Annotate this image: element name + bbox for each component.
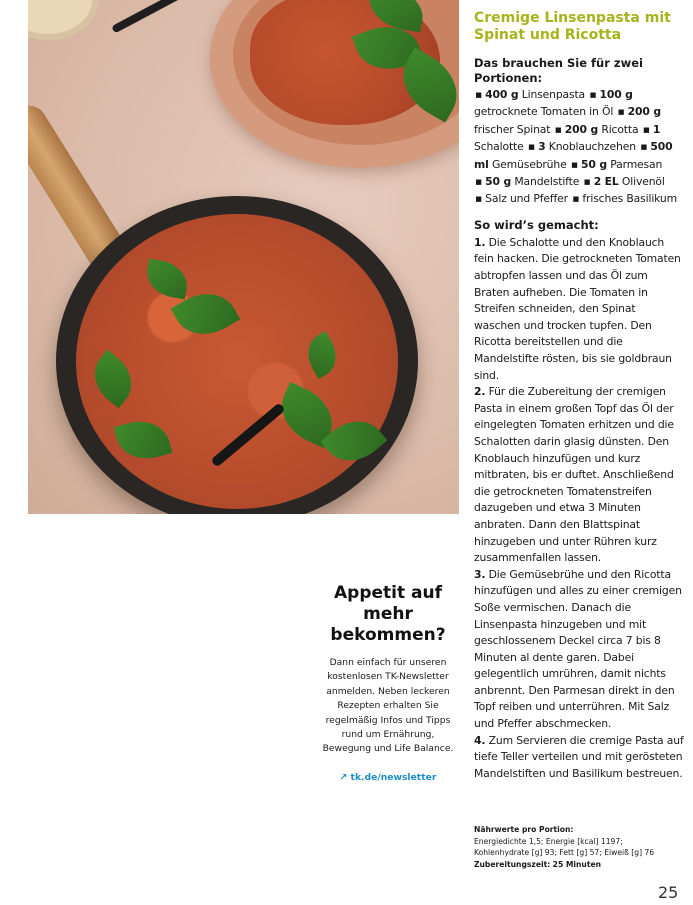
steps-heading: So wird’s gemacht: (474, 217, 599, 232)
ingredient-qty: 500 ml (474, 140, 673, 171)
nutrition-heading: Nährwerte pro Portion: (474, 825, 574, 834)
ingredient-item (474, 88, 585, 101)
prep-time-value: 25 Minuten (552, 859, 602, 869)
step-number: 1. (474, 235, 486, 249)
bullet-icon: ▪ (475, 175, 483, 189)
ingredient-name: Knoblauchzehen (548, 140, 636, 154)
recipe-column (474, 10, 684, 782)
almond-bowl (28, 0, 98, 40)
ingredient-qty: 2 EL (593, 175, 619, 189)
ingredient-item (474, 192, 568, 205)
step-number: 2. (474, 385, 486, 399)
newsletter-promo (318, 583, 458, 784)
step-item (474, 384, 684, 567)
bullet-icon: ▪ (617, 105, 625, 119)
bullet-icon: ▪ (589, 88, 597, 101)
ingredient-qty: 400 g (485, 88, 519, 101)
ingredient-item (527, 140, 636, 153)
bullet-icon: ▪ (642, 122, 650, 136)
recipe-photo (28, 0, 459, 514)
ingredient-qty: 1 (652, 122, 661, 136)
step-text: Die Gemüsebrühe und den Ricotta hinzufügen und alles zu einer cremigen Soße vermischen. Danach die Linsenpasta hinzugeben und mit geschlossenem Deckel circa 7 bis 8 Minuten al dente garen. Dabei gelegentlich umrühren, damit nichts anbrennt. Den Parmesan direkt in den Topf reiben und unterrühren. Mit Salz und Pfeffer abschmecken. (474, 567, 682, 731)
arrow-up-right-icon: ↗ (339, 771, 348, 783)
ingredient-name: Gemüsebrühe (491, 157, 567, 171)
ingredient-qty: 3 (538, 140, 546, 154)
ingredient-qty: 100 g (599, 88, 633, 101)
bullet-icon: ▪ (527, 140, 536, 154)
ingredients-heading: Das brauchen Sie für zwei Portionen: (474, 56, 643, 85)
step-item (474, 733, 684, 783)
prep-time-label: Zubereitungszeit: (474, 859, 551, 869)
step-number: 4. (474, 733, 486, 747)
ingredient-name: frischer Spinat (474, 122, 551, 136)
nutrition-info (474, 824, 689, 870)
bullet-icon: ▪ (554, 122, 562, 136)
step-item (474, 235, 684, 384)
ingredient-qty: 200 g (627, 105, 661, 119)
promo-title: Appetit auf mehr bekommen? (330, 583, 446, 645)
ingredient-qty: 50 g (485, 175, 512, 189)
newsletter-link-label: tk.de/newsletter (350, 771, 437, 783)
nutrition-line: Kohlenhydrate [g] 93; Fett [g] 57; Eiweiß [g] 76 (474, 848, 655, 857)
recipe-title: Cremige Linsenpasta mit Spinat und Ricotta (474, 10, 671, 43)
bullet-icon: ▪ (570, 157, 579, 171)
ingredient-item (554, 123, 639, 136)
nutrition-line: Energiedichte 1,5; Energie [kcal] 1197; (474, 836, 623, 846)
step-item (474, 567, 684, 733)
bullet-icon: ▪ (572, 192, 580, 206)
promo-text: Dann einfach für unseren kostenlosen TK-Newsletter anmelden. Neben leckeren Rezepten erhalten Sie regelmäßig Infos und Tipps rund um Ernährung, Bewegung und Life Balance. (322, 657, 454, 755)
ingredients-list (474, 86, 684, 208)
step-text: Für die Zubereitung der cremigen Pasta in einem großen Topf das Öl der eingelegten Tomaten erhitzen und die Schalotten darin glasig dünsten. Den Knoblauch hinzufügen und kurz mitbraten, bis er duftet. Anschließend die getrockneten Tomatenstreifen dazugeben und etwa 3 Minuten anbraten. Dann den Blattspinat hinzugeben und unter Rühren kurz zusammenfallen lassen. (474, 385, 674, 565)
ingredient-name: Olivenöl (621, 175, 665, 189)
bullet-icon: ▪ (475, 88, 483, 101)
ingredient-name: Linsenpasta (521, 88, 586, 101)
bullet-icon: ▪ (640, 140, 648, 154)
ingredient-item (474, 175, 579, 188)
newsletter-link[interactable] (340, 772, 437, 783)
ingredient-name: Parmesan (610, 157, 663, 171)
ingredient-name: Mandelstifte (514, 175, 580, 189)
ingredient-item (570, 158, 662, 171)
step-number: 3. (474, 567, 486, 581)
ingredient-name: getrocknete Tomaten in Öl (474, 105, 614, 119)
ingredient-item (583, 175, 665, 188)
ingredient-qty: 200 g (564, 122, 599, 136)
ingredient-name: Schalotte (474, 140, 524, 154)
step-text: Zum Servieren die cremige Pasta auf tiefe Teller verteilen und mit gerösteten Mandelstiften und Basilikum bestreuen. (474, 733, 684, 780)
step-text: Die Schalotte und den Knoblauch fein hacken. Die getrockneten Tomaten abtropfen lassen und das Öl zum Braten aufheben. Die Tomaten in Streifen schneiden, den Spinat waschen und trocken tupfen. Den Ricotta bereitstellen und die Mandelstifte rösten, bis sie goldbraun sind. (474, 235, 681, 382)
pan-pasta (76, 214, 398, 509)
ingredient-name: Salz und Pfeffer (485, 192, 568, 206)
ingredient-qty: 50 g (581, 157, 607, 171)
page-number: 25 (658, 883, 679, 902)
ingredient-name: Ricotta (601, 122, 639, 136)
bullet-icon: ▪ (475, 192, 483, 206)
ingredient-name: frisches Basilikum (582, 192, 677, 206)
bullet-icon: ▪ (583, 175, 591, 189)
ingredient-item (571, 192, 677, 205)
steps-list (474, 235, 684, 783)
